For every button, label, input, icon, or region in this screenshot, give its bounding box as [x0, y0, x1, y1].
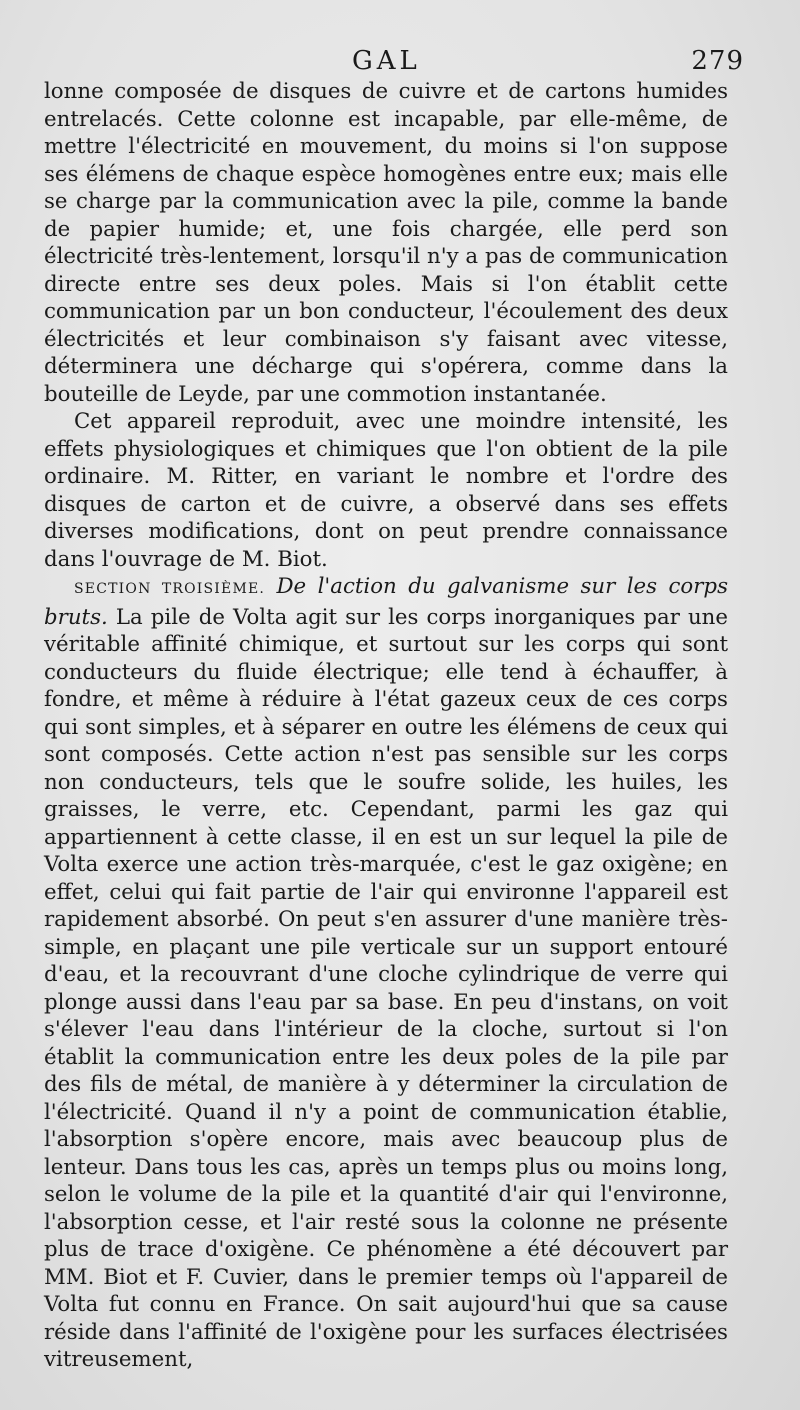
running-title: GAL	[352, 46, 421, 76]
page-number: 279	[691, 46, 744, 76]
section-body: La pile de Volta agit sur les corps inorganiques par une véritable affinité chimique, et surtout sur les corps qui sont conducteurs du fluide électrique; elle tend à échauffer, à fondre, et même à réduire à l'état gazeux ceux de ces corps qui sont simples, et à séparer en outre les élémens de ceux qui sont composés. Cette action n'est pas sensible sur les corps non conducteurs, tels que le soufre solide, les huiles, les graisses, le verre, etc. Cependant, parmi les gaz qui appartiennent à cette classe, il en est un sur lequel la pile de Volta exerce une action très-marquée, c'est le gaz oxigène; en effet, celui qui fait partie de l'air qui environne l'appareil est rapidement absorbé. On peut s'en assurer d'une manière très-simple, en plaçant une pile verticale sur un support entouré d'eau, et la recouvrant d'une cloche cylindrique de verre qui plonge aussi dans l'eau par sa base. En peu d'instans, on voit s'élever l'eau dans l'intérieur de la cloche, surtout si l'on établit la communication entre les deux poles de la pile par des fils de métal, de manière à y déterminer la circulation de l'électricité. Quand il n'y a point de communication établie, l'absorption s'opère encore, mais avec beaucoup plus de lenteur. Dans tous les cas, après un temps plus ou moins long, selon le volume de la pile et la quantité d'air qui l'environne, l'absorption cesse, et l'air resté sous la colonne ne présente plus de trace d'oxigène. Ce phénomène a été découvert par MM. Biot et F. Cuvier, dans le premier temps où l'appareil de Volta fut connu en France. On sait aujourd'hui que sa cause réside dans l'affinité de l'oxigène pour les surfaces électrisées vitreusement,	[44, 604, 728, 1372]
page-header	[44, 44, 744, 78]
paragraph-appareil: Cet appareil reproduit, avec une moindre intensité, les effets physiologiques et chimiques que l'on obtient de la pile ordinaire. M. Ritter, en variant le nombre et l'ordre des disques de carton et de cuivre, a observé dans ses effets diverses modifications, dont on peut prendre connaissance dans l'ouvrage de M. Biot.	[44, 409, 728, 572]
section-label: SECTION TROISIÈME.	[74, 581, 266, 597]
section-paragraph	[44, 573, 728, 1374]
paragraph-continued: lonne composée de disques de cuivre et de cartons humides entrelacés. Cette colonne est incapable, par elle-même, de mettre l'électricité en mouvement, du moins si l'on suppose ses élémens de chaque espèce homogènes entre eux; mais elle se charge par la communication avec la pile, comme la bande de papier humide; et, une fois chargée, elle perd son électricité très-lentement, lorsqu'il n'y a pas de communication directe entre ses deux poles. Mais si l'on établit cette communication par un bon conducteur, l'écoulement des deux électricités et leur combinaison s'y faisant avec vitesse, déterminera une décharge qui s'opérera, comme dans la bouteille de Leyde, par une commotion instantanée.	[44, 79, 728, 407]
section-title: De l'action du galvanisme sur les corps bruts.	[44, 574, 728, 630]
body-text	[44, 78, 728, 1374]
